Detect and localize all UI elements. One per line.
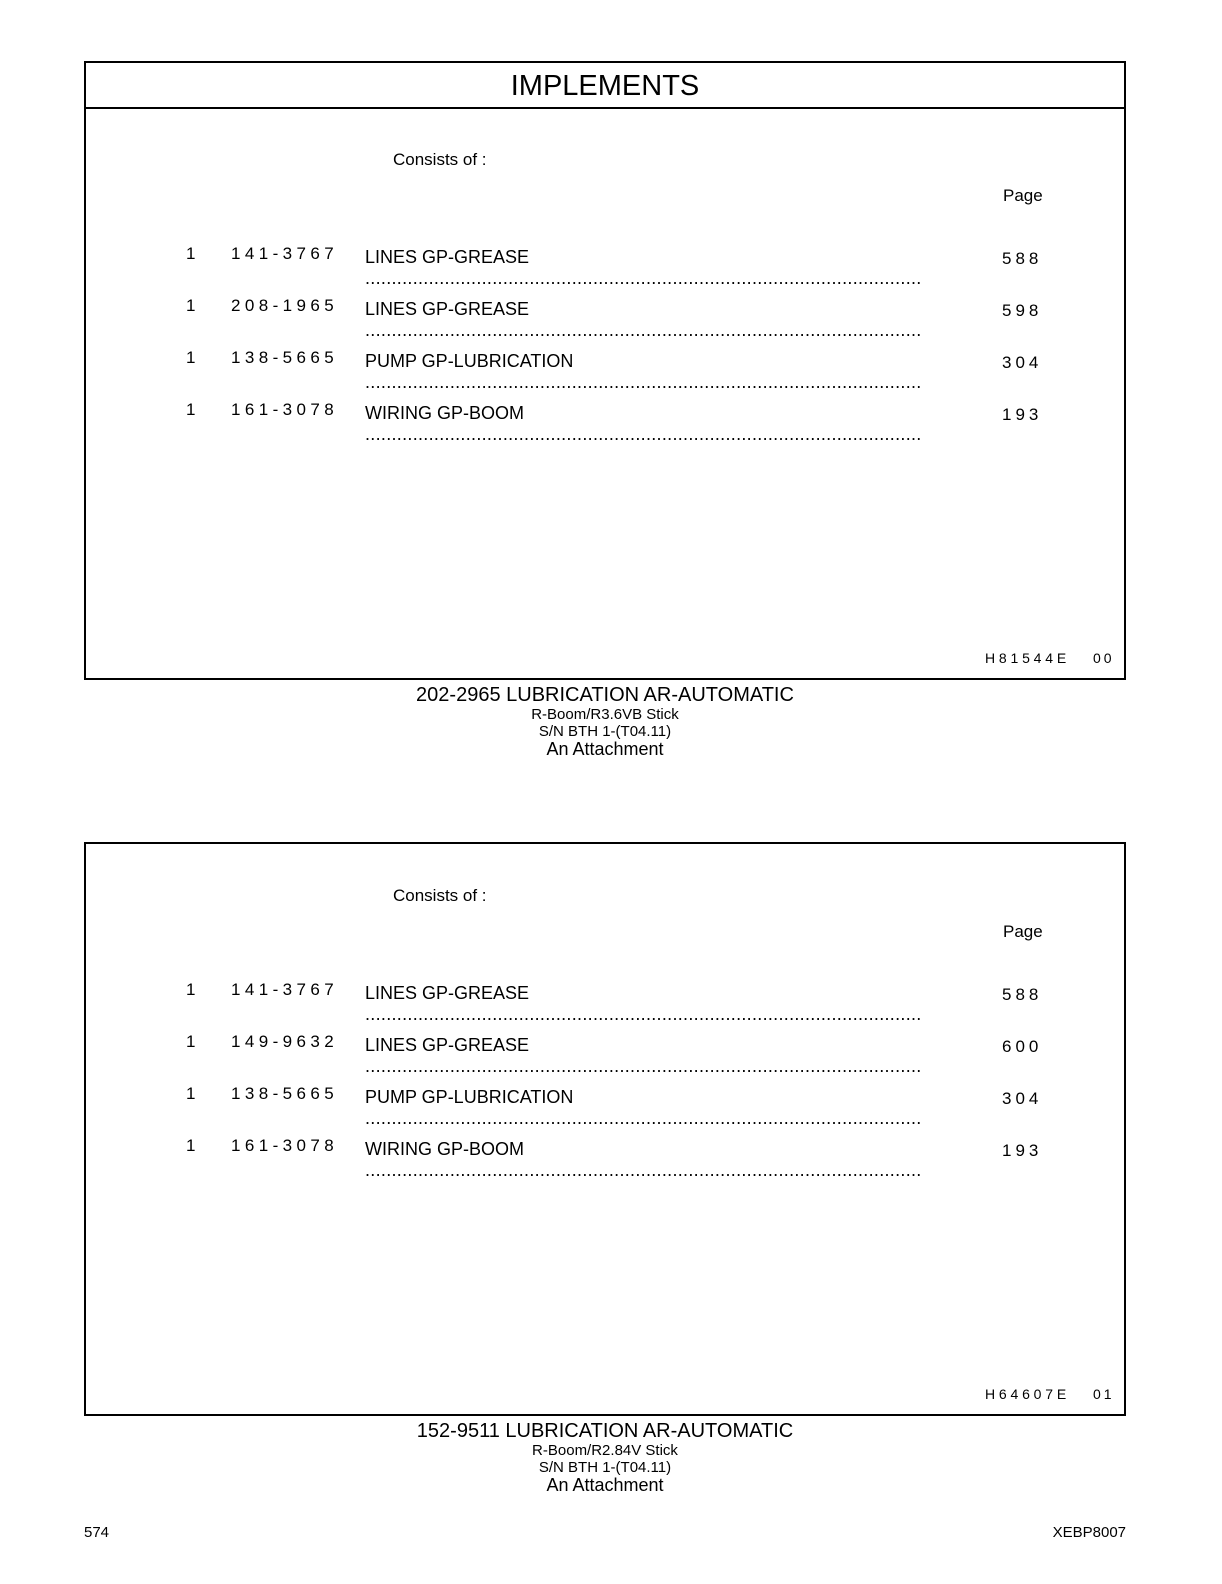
page-number-cell: 193 xyxy=(1002,1141,1043,1160)
page-column-header: Page xyxy=(1003,186,1043,205)
footer-doc-code: XEBP8007 xyxy=(1052,1524,1126,1541)
parts-row xyxy=(86,1136,1124,1166)
page-number-cell: 304 xyxy=(1002,353,1043,372)
page-number-cell: 588 xyxy=(1002,249,1043,268)
caption-line: S/N BTH 1-(T04.11) xyxy=(538,723,672,740)
caption-line: An Attachment xyxy=(546,1475,664,1495)
part-number-cell: 161-3078 xyxy=(231,1136,339,1155)
description-cell: LINES GP-GREASE ..... xyxy=(365,247,923,289)
part-number-cell: 149-9632 xyxy=(231,1032,339,1051)
qty-cell: 1 xyxy=(186,400,198,419)
parts-row xyxy=(86,348,1124,378)
parts-row xyxy=(86,980,1124,1010)
qty-cell: 1 xyxy=(186,296,198,315)
block-caption xyxy=(84,1420,1126,1495)
qty-cell: 1 xyxy=(186,1084,198,1103)
caption-line: S/N BTH 1-(T04.11) xyxy=(538,1459,672,1476)
description-cell: WIRING GP-BOOM ..... xyxy=(365,1139,923,1181)
part-number-cell: 161-3078 xyxy=(231,400,339,419)
page-number-cell: 304 xyxy=(1002,1089,1043,1108)
description-cell: LINES GP-GREASE ..... xyxy=(365,983,923,1025)
part-number-cell: 138-5665 xyxy=(231,348,339,367)
caption-line: An Attachment xyxy=(546,739,664,759)
parts-row xyxy=(86,400,1124,430)
caption-line: R-Boom/R3.6VB Stick xyxy=(531,706,679,723)
illustration-code: H81544E xyxy=(985,650,1070,666)
qty-cell: 1 xyxy=(186,244,198,263)
description-cell: LINES GP-GREASE ..... xyxy=(365,299,923,341)
description-cell: PUMP GP-LUBRICATION ..... xyxy=(365,351,923,393)
qty-cell: 1 xyxy=(186,980,198,999)
description-cell: WIRING GP-BOOM ..... xyxy=(365,403,923,445)
block-caption xyxy=(84,684,1126,759)
parts-row xyxy=(86,1084,1124,1114)
qty-cell: 1 xyxy=(186,348,198,367)
revision-code: 00 xyxy=(1093,650,1115,666)
caption-title: 152-9511 LUBRICATION AR-AUTOMATIC xyxy=(416,1420,794,1442)
page-column-header: Page xyxy=(1003,922,1043,941)
section-title: IMPLEMENTS xyxy=(86,63,1124,109)
footer-page-number: 574 xyxy=(84,1524,110,1541)
page-number-cell: 588 xyxy=(1002,985,1043,1004)
parts-row xyxy=(86,1032,1124,1062)
part-number-cell: 208-1965 xyxy=(231,296,339,315)
consists-of-label: Consists of : xyxy=(393,886,487,905)
caption-line: R-Boom/R2.84V Stick xyxy=(532,1442,678,1459)
part-number-cell: 141-3767 xyxy=(231,980,339,999)
description-cell: LINES GP-GREASE ..... xyxy=(365,1035,923,1077)
parts-row xyxy=(86,244,1124,274)
description-cell: PUMP GP-LUBRICATION ..... xyxy=(365,1087,923,1129)
parts-row xyxy=(86,296,1124,326)
page-number-cell: 600 xyxy=(1002,1037,1043,1056)
qty-cell: 1 xyxy=(186,1136,198,1155)
part-number-cell: 138-5665 xyxy=(231,1084,339,1103)
parts-block-2 xyxy=(84,842,1126,1416)
caption-title: 202-2965 LUBRICATION AR-AUTOMATIC xyxy=(416,684,794,706)
revision-code: 01 xyxy=(1093,1386,1115,1402)
page-number-cell: 193 xyxy=(1002,405,1043,424)
part-number-cell: 141-3767 xyxy=(231,244,339,263)
illustration-code: H64607E xyxy=(985,1386,1070,1402)
consists-of-label: Consists of : xyxy=(393,150,487,169)
qty-cell: 1 xyxy=(186,1032,198,1051)
page-number-cell: 598 xyxy=(1002,301,1043,320)
parts-block-1 xyxy=(84,61,1126,680)
